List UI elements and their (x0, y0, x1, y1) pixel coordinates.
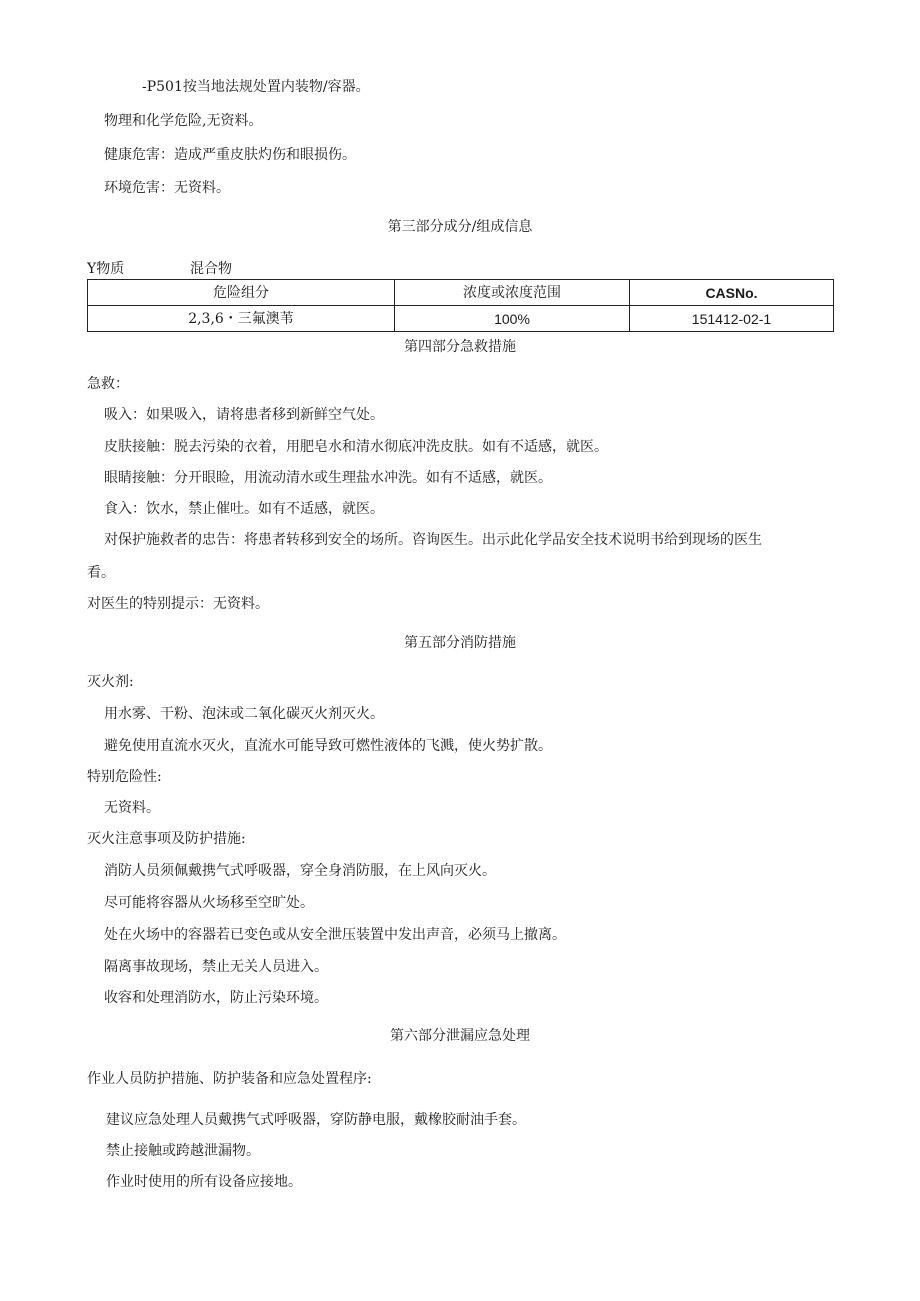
component-name: 2,3,6・三氟澳苇 (88, 306, 395, 332)
composition-header-row (88, 280, 834, 306)
rescuer-advice-line1: 对保护施救者的忠告：将患者转移到安全的场所。咨询医生。出示此化学品安全技术说明书给到现场的医生 (104, 532, 762, 548)
procedures-label: 作业人员防护措施、防护装备和应急处置程序: (87, 1071, 372, 1087)
list-item: 隔离事故现场，禁止无关人员进入。 (104, 959, 328, 975)
section6-title: 第六部分泄漏应急处理 (390, 1028, 530, 1044)
list-item: 尽可能将容器从火场移至空旷处。 (104, 895, 314, 911)
health-hazard: 健康危害：造成严重皮肤灼伤和眼损伤。 (104, 147, 356, 163)
extinguishing-agent-2: 避免使用直流水灭火，直流水可能导致可燃性液体的飞溅，使火势扩散。 (104, 738, 552, 754)
list-item: 禁止接触或跨越泄漏物。 (106, 1143, 260, 1159)
physical-chemical-hazard: 物理和化学危险,无资料。 (104, 113, 263, 129)
substance-label: Y物质 (87, 261, 125, 277)
component-cas: 151412-02-1 (630, 306, 834, 332)
list-item: 消防人员须佩戴携气式呼吸器，穿全身消防服，在上风向灭火。 (104, 863, 496, 879)
list-item: 处在火场中的容器若已变色或从安全泄压装置中发出声音，必须马上撤离。 (104, 927, 566, 943)
firstaid-skin: 皮肤接触：脱去污染的衣着，用肥皂水和清水彻底冲洗皮肤。如有不适感，就医。 (104, 439, 608, 455)
header-hazard-component: 危险组分 (88, 280, 395, 306)
firstaid-ingestion: 食入：饮水，禁止催吐。如有不适感，就医。 (104, 501, 384, 517)
rescuer-advice-line2: 看。 (87, 565, 115, 581)
special-hazard-value: 无资料。 (104, 800, 160, 816)
section3-title: 第三部分成分/组成信息 (387, 219, 533, 235)
special-hazard-label: 特别危险性: (87, 769, 162, 785)
firstaid-eye: 眼睛接触：分开眼睑，用流动清水或生理盐水冲洗。如有不适感，就医。 (104, 470, 552, 486)
section4-title: 第四部分急救措施 (404, 339, 516, 355)
p501-statement: -P501按当地法规处置内装物/容器。 (142, 79, 370, 95)
extinguishing-agent-1: 用水雾、干粉、泡沫或二氧化碳灭火剂灭火。 (104, 706, 384, 722)
list-item: 建议应急处理人员戴携气式呼吸器，穿防静电服，戴橡胶耐油手套。 (106, 1112, 526, 1128)
section5-title: 第五部分消防措施 (404, 635, 516, 651)
table-row (88, 306, 834, 332)
component-concentration: 100% (395, 306, 630, 332)
firstaid-label: 急救： (87, 376, 129, 392)
composition-table (87, 279, 834, 332)
doctor-note: 对医生的特别提示：无资料。 (87, 596, 269, 612)
firstaid-inhalation: 吸入：如果吸入，请将患者移到新鲜空气处。 (104, 407, 384, 423)
header-concentration: 浓度或浓度范围 (395, 280, 630, 306)
extinguishing-agent-label: 灭火剂: (87, 674, 134, 690)
substance-value: 混合物 (190, 261, 232, 277)
environment-hazard: 环境危害：无资料。 (104, 180, 230, 196)
precautions-label: 灭火注意事项及防护措施: (87, 831, 246, 847)
list-item: 收容和处理消防水，防止污染环境。 (104, 990, 328, 1006)
list-item: 作业时使用的所有设备应接地。 (106, 1174, 302, 1190)
header-cas-no: CASNo. (630, 280, 834, 306)
